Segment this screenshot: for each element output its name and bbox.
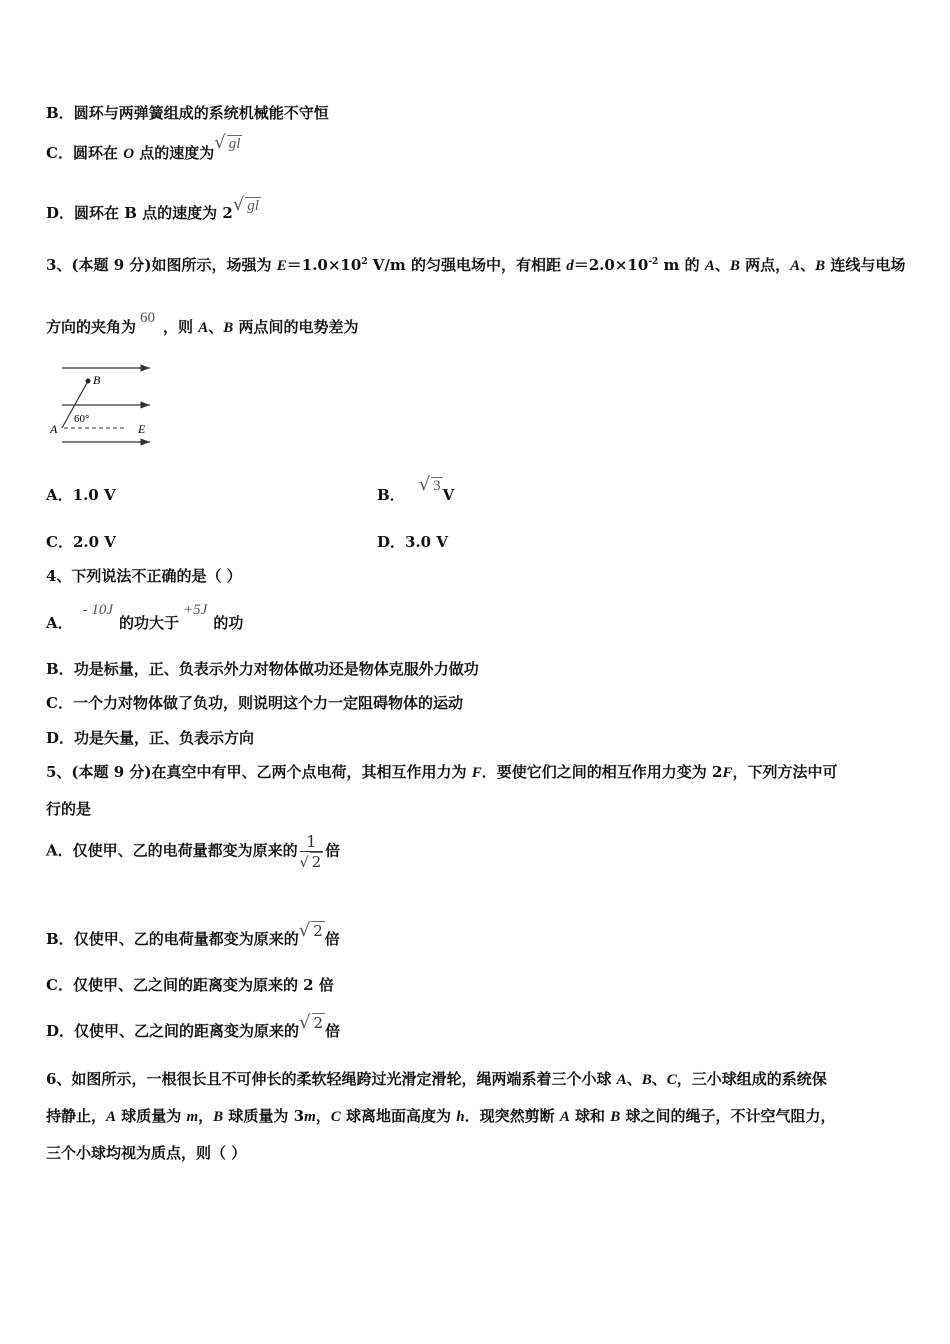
sqrt-2: √ 2 — [298, 920, 323, 941]
sqrt-2: √ 2 — [299, 1012, 324, 1033]
q3-stem-line1: 3、(本题 9 分)如图所示，场强为 $E=1.0\times 10^2$ V/m 的匀强电场中，有相距 $d=2.0\times 10^{-2}$ m 的 A、B 两点，A、B 连线与电场 — [46, 256, 906, 274]
q5-option-b: B．仅使甲、乙的电荷量都变为原来的√ 2 倍 — [46, 920, 340, 948]
q3-option-d: D．3.0 V — [377, 533, 448, 551]
q5-stem-line2: 行的是 — [46, 800, 92, 818]
q3-option-a: A．1.0 V — [46, 486, 116, 504]
q3-stem-line2: 方向的夹角为 60 ，则 A、B 两点间的电势差为 — [46, 310, 359, 336]
point-b — [86, 379, 91, 384]
label-angle: 60° — [74, 413, 90, 425]
q3-option-c: C．2.0 V — [46, 533, 116, 551]
q2-option-b: B．圆环与两弹簧组成的系统机械能不守恒 — [46, 104, 329, 122]
label-b: B — [93, 373, 101, 387]
q4-stem: 4、下列说法不正确的是（ ） — [46, 567, 242, 585]
q2-option-c: C．圆环在 O 点的速度为√ gl — [46, 132, 241, 162]
q6-stem-line2: 持静止，A 球质量为 m，B 球质量为 3m，C 球离地面高度为 h．现突然剪断 A 球和 B 球之间的绳子，不计空气阻力， — [46, 1107, 836, 1125]
angle-value: 60 — [140, 310, 156, 326]
q4-option-b: B．功是标量，正、负表示外力对物体做功还是物体克服外力做功 — [46, 660, 479, 678]
q5-stem-line1: 5、(本题 9 分)在真空中有甲、乙两个点电荷，其相互作用力为 F．要使它们之间的相互作用力变为 2F，下列方法中可 — [46, 763, 838, 781]
electric-field-figure — [48, 358, 158, 448]
math-plus-5j: +5J — [183, 602, 208, 618]
sqrt-gl: √ gl — [214, 132, 241, 153]
q2-option-d: D．圆环在 B 点的速度为 2√ gl — [46, 194, 259, 222]
label-e: E — [138, 422, 146, 436]
q4-option-c: C．一个力对物体做了负功，则说明这个力一定阻碍物体的运动 — [46, 694, 463, 712]
fraction-1-over-sqrt2: $\frac{1}{√ 2}$ — [299, 832, 322, 871]
q3-option-b: B． √ 3 V — [377, 474, 455, 504]
q4-option-a: A．- 10J的功大于+5J的功 — [46, 602, 244, 632]
label-a: A — [50, 422, 58, 436]
math-minus-10j: - 10J — [82, 602, 114, 618]
q6-stem-line3: 三个小球均视为质点，则（ ） — [46, 1144, 247, 1162]
q5-option-d: D．仅使甲、乙之间的距离变为原来的√ 2 倍 — [46, 1012, 341, 1040]
sqrt-gl: √ gl — [232, 194, 259, 215]
sqrt-3: √ 3 — [418, 474, 441, 495]
q4-option-d: D．功是矢量，正、负表示方向 — [46, 729, 255, 747]
q5-option-a: A．仅使甲、乙的电荷量都变为原来的 $\frac{1}{√ 2}$ 倍 — [46, 832, 341, 871]
q5-option-c: C．仅使甲、乙之间的距离变为原来的 2 倍 — [46, 976, 334, 994]
q6-stem-line1: 6、如图所示，一根很长且不可伸长的柔软轻绳跨过光滑定滑轮，绳两端系着三个小球 A、B、C，三小球组成的系统保 — [46, 1070, 827, 1088]
